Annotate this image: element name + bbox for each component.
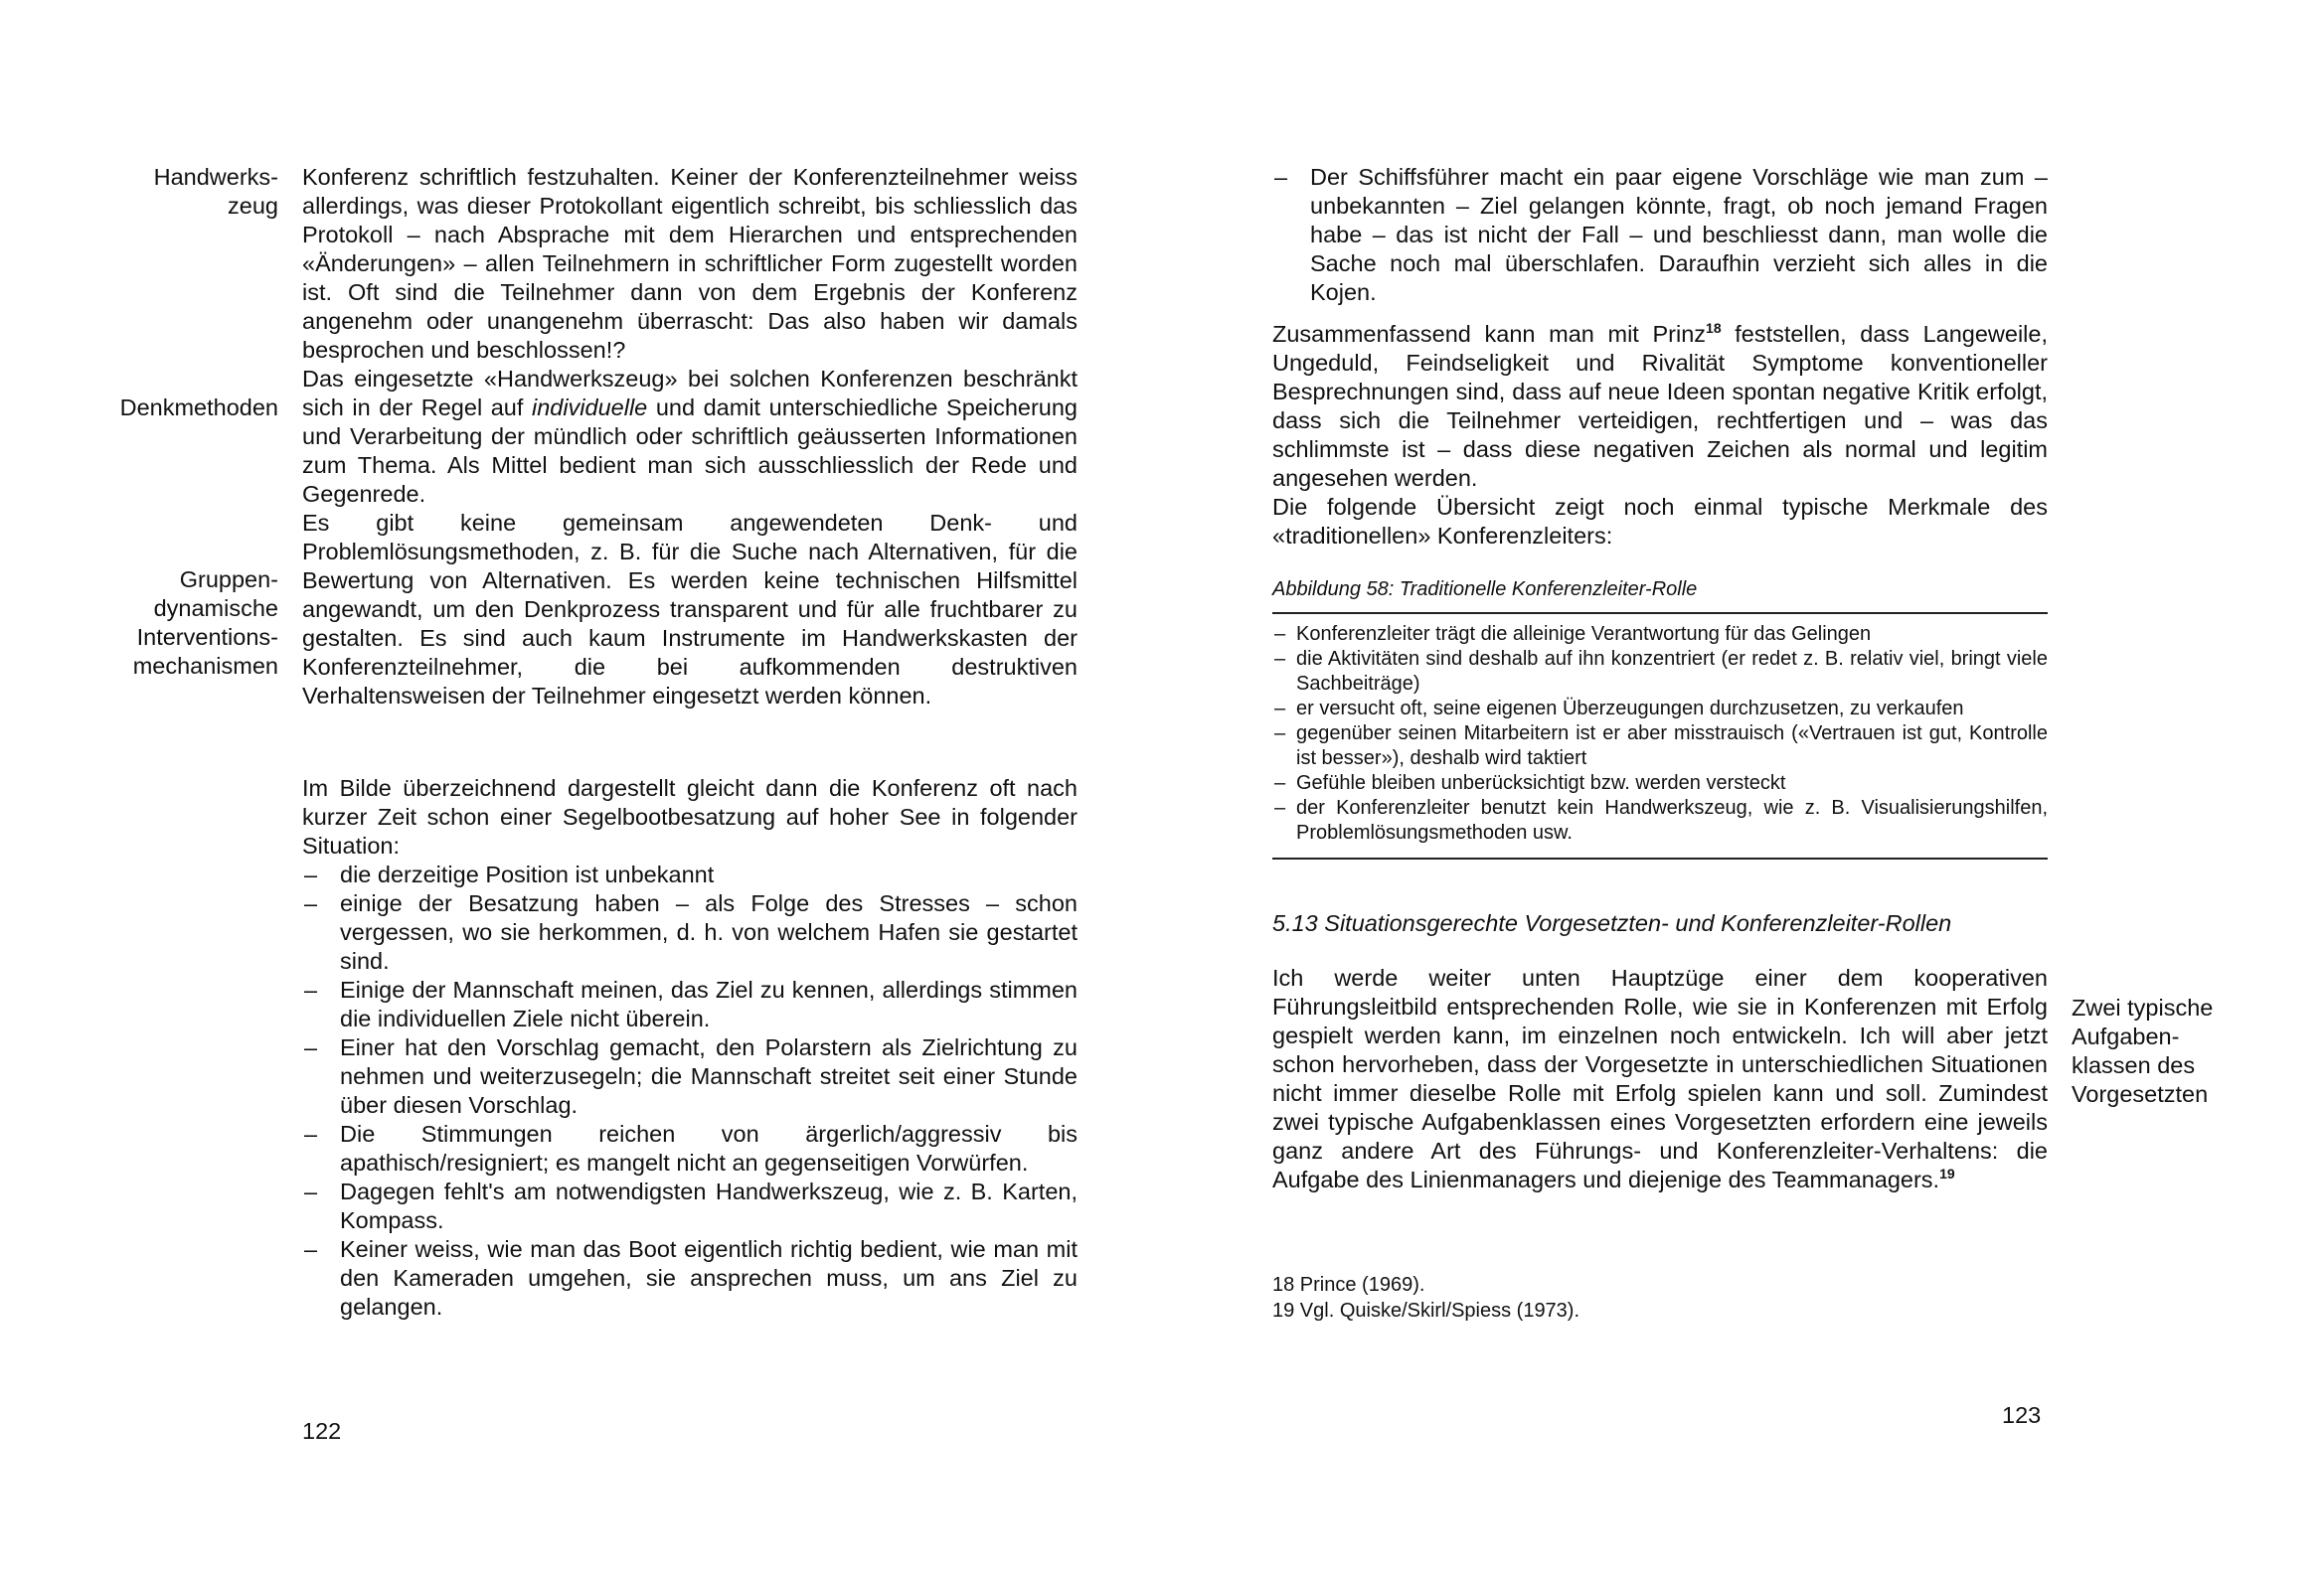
list-item: – Dagegen fehlt's am notwendigsten Handwerkszeug, wie z. B. Karten, Kompass. [302, 1178, 1078, 1235]
paragraph-text: feststellen, dass Langeweile, Ungeduld, Feindseligkeit und Rivalität Symptome konventioneller Besprechnungen sind, dass auf neue Ideen spontan negative Kritik erfolgt, dass sich die Teilnehmer verteidigen, rechtfertigen und – was das schlimmste ist – dass diese negativen Zeichen als normal und legitim angesehen werden. [1272, 321, 2048, 491]
figure-item: – die Aktivitäten sind deshalb auf ihn konzentriert (er redet z. B. relativ viel, bringt viele Sachbeiträge) [1272, 647, 2048, 697]
list-item: – Die Stimmungen reichen von ärgerlich/aggressiv bis apathisch/resigniert; es mangelt nicht an gegenseitigen Vorwürfen. [302, 1120, 1078, 1178]
spacer [302, 710, 1078, 774]
figure-caption: Abbildung 58: Traditionelle Konferenzleiter-Rolle [1272, 578, 1698, 600]
footnote-ref-18: 18 [1706, 320, 1722, 337]
list-item: – Einer hat den Vorschlag gemacht, den Polarstern als Zielrichtung zu nehmen und weiterzusegeln; die Mannschaft streitet seit einer Stunde über diesen Vorschlag. [302, 1033, 1078, 1120]
segelboot-list-continued [1272, 163, 2048, 307]
list-item: – die derzeitige Position ist unbekannt [302, 861, 1078, 889]
figure-item: – Gefühle bleiben unberücksichtigt bzw. werden versteckt [1272, 771, 2048, 796]
footnote-ref-19: 19 [1939, 1166, 1955, 1183]
margin-note-handwerkszeug: Handwerks- zeug [153, 164, 278, 219]
margin-note-aufgabenklassen: Zwei typische Aufgaben- klassen des Vorgesetzten [2072, 995, 2214, 1107]
right-main-text [1272, 163, 2048, 1324]
left-main-text [302, 163, 1078, 1322]
margin-note-gruppendynamik: Gruppen- dynamische Interventions- mechanismen [132, 566, 278, 679]
footnote-18: 18 Prince (1969). [1272, 1274, 1425, 1296]
footnotes [1272, 1272, 2048, 1324]
paragraph-text: Das eingesetzte «Handwerkszeug» bei solchen Konferenzen beschränkt sich in der Regel auf [302, 366, 1078, 420]
margin-note-denkmethoden: Denkmethoden [119, 394, 278, 420]
figure-list [1272, 622, 2048, 846]
figure-item: – er versucht oft, seine eigenen Überzeugungen durchzusetzen, zu verkaufen [1272, 697, 2048, 721]
paragraph-text: Zusammenfassend kann man mit Prinz [1272, 321, 1707, 347]
list-item: – Der Schiffsführer macht ein paar eigene Vorschläge wie man zum – unbekannten – Ziel gelangen könnte, fragt, ob noch jemand Fragen habe – das ist nicht der Fall – und beschliesst dann, man wolle die Sache noch mal überschlafen. Daraufhin verzieht sich alles in die Kojen. [1272, 163, 2048, 307]
figure-item: – gegenüber seinen Mitarbeitern ist er aber misstrauisch («Vertrauen ist gut, Kontrolle ist besser»), deshalb wird taktiert [1272, 721, 2048, 771]
paragraph-text: Ich werde weiter unten Hauptzüge einer dem kooperativen Führungsleitbild entsprechenden Rolle, wie sie in Konferenzen mit Erfolg gespielt werden kann, im einzelnen noch entwickeln. Ich will aber jetzt schon hervorheben, dass der Vorgesetzte in unterschiedlichen Situationen nicht immer dieselbe Rolle mit Erfolg spielen kann und soll. Zumindest zwei typische Aufgabenklassen eines Vorgesetzten erfordern eine jeweils ganz andere Art des Führungs- und Konferenzleiter-Verhaltens: die Aufgabe des Linienmanagers und diejenige des Teammanagers. [1272, 965, 2048, 1192]
right-page [1162, 0, 2324, 1577]
segelboot-list [302, 861, 1078, 1322]
list-item: – Keiner weiss, wie man das Boot eigentlich richtig bedient, wie man mit den Kameraden umgehen, sie ansprechen muss, um ans Ziel zu gelangen. [302, 1235, 1078, 1322]
figure-item: – Konferenzleiter trägt die alleinige Verantwortung für das Gelingen [1272, 622, 2048, 647]
section-heading: 5.13 Situationsgerechte Vorgesetzten- und Konferenzleiter-Rollen [1272, 910, 1952, 936]
paragraph-vorgesetzte [1272, 964, 2048, 1194]
paragraph-text: und damit unterschiedliche Speicherung und Verarbeitung der mündlich oder schriftlich geäusserten Informationen zum Thema. Als Mittel bedient man sich ausschliesslich der Rede und Gegenrede. [302, 394, 1078, 507]
page-number-left: 122 [302, 1418, 342, 1444]
list-item: – Einige der Mannschaft meinen, das Ziel zu kennen, allerdings stimmen die individuellen Ziele nicht überein. [302, 976, 1078, 1033]
paragraph-handwerkszeug [302, 365, 1078, 509]
paragraph-zusammenfassung [1272, 320, 2048, 493]
paragraph-uebersicht: Die folgende Übersicht zeigt noch einmal typische Merkmale des «traditionellen» Konferenzleiters: [1272, 494, 2048, 549]
list-item: – einige der Besatzung haben – als Folge des Stresses – schon vergessen, wo sie herkommen, d. h. von welchem Hafen sie gestartet sind. [302, 889, 1078, 976]
footnote-19: 19 Vgl. Quiske/Skirl/Spiess (1973). [1272, 1300, 1580, 1322]
emphasis-individuelle: individuelle [531, 394, 648, 420]
paragraph-segelboot: Im Bilde überzeichnend dargestellt gleicht dann die Konferenz oft nach kurzer Zeit schon einer Segelbootbesatzung auf hoher See in folgender Situation: [302, 775, 1078, 859]
figure-box [1272, 612, 2048, 860]
paragraph-methoden: Es gibt keine gemeinsam angewendeten Denk- und Problemlösungsmethoden, z. B. für die Suche nach Alternativen, für die Bewertung von Alternativen. Es werden keine technischen Hilfsmittel angewandt, um den Denkprozess transparent und für alle fruchtbarer zu gestalten. Es sind auch kaum Instrumente im Handwerkskasten der Konferenzteilnehmer, die bei aufkommenden destruktiven Verhaltensweisen der Teilnehmer eingesetzt werden können. [302, 510, 1078, 709]
paragraph-protokoll: Konferenz schriftlich festzuhalten. Keiner der Konferenzteilnehmer weiss allerdings, was dieser Protokollant eigentlich schreibt, bis schliesslich das Protokoll – nach Absprache mit dem Hierarchen und entsprechenden «Änderungen» – allen Teilnehmern in schriftlicher Form zugestellt worden ist. Oft sind die Teilnehmer dann von dem Ergebnis der Konferenz angenehm oder unangenehm überrascht: Das also haben wir damals besprochen und beschlossen!? [302, 164, 1078, 363]
figure-item: – der Konferenzleiter benutzt kein Handwerkszeug, wie z. B. Visualisierungshilfen, Problemlösungsmethoden usw. [1272, 796, 2048, 846]
page-number-right: 123 [2002, 1402, 2042, 1428]
